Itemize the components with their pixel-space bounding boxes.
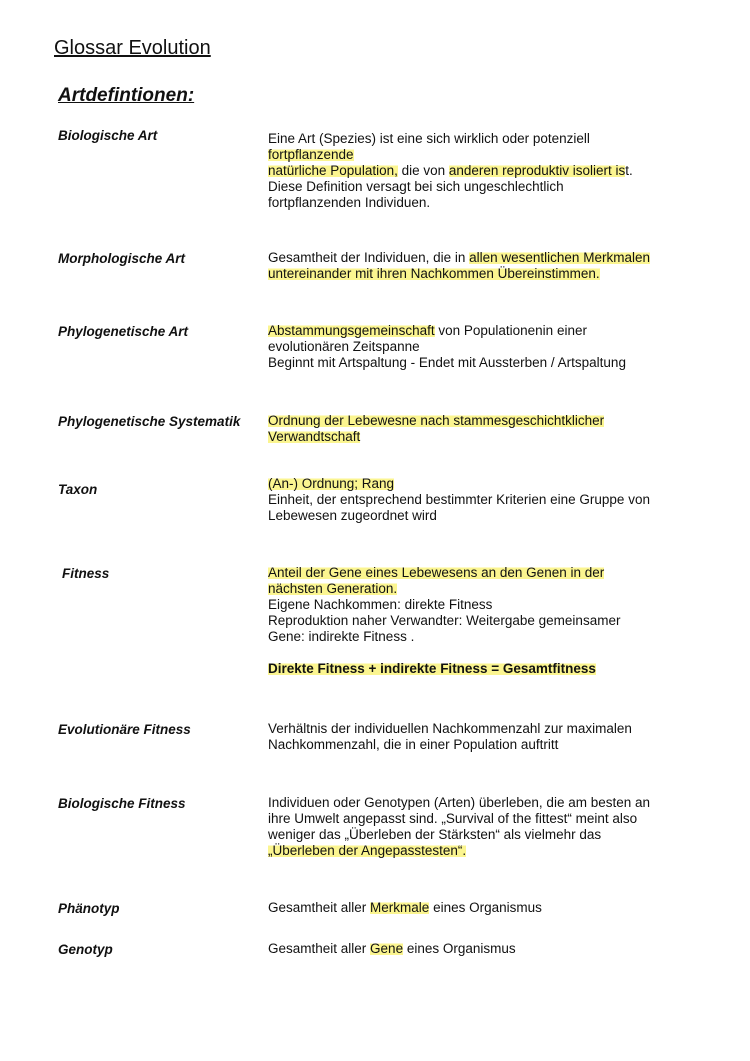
definition-text: die von (397, 163, 449, 178)
highlight: allen wesentlichen Merkmalen (469, 250, 650, 265)
definition-line: Gene: indirekte Fitness . (268, 629, 415, 644)
definition-line: weniger das „Überleben der Stärksten“ als vielmehr das (268, 827, 602, 842)
definition-phaenotyp (268, 900, 688, 916)
definition-text: von Populationenin einer (434, 323, 587, 338)
definition-fitness (268, 565, 688, 677)
definition-line: Individuen oder Genotypen (Arten) überleben, die am besten an (268, 795, 651, 810)
highlight: fortpflanzende (268, 147, 354, 162)
definition-line: Diese Definition versagt bei sich ungeschlechtlich (268, 179, 564, 194)
term-phaenotyp: Phänotyp (58, 901, 120, 916)
definition-line: Eigene Nachkommen: direkte Fitness (268, 597, 493, 612)
definition-text: eines Organismus (403, 941, 516, 956)
highlight: anderen reproduktiv isoliert is (448, 163, 626, 178)
definition-line (268, 147, 688, 163)
highlight: natürliche Population, (268, 163, 398, 178)
definition-text: Gesamtheit aller (268, 900, 371, 915)
definition-text: Gesamtheit der Individuen, die in (268, 250, 470, 265)
definition-line: Eine Art (Spezies) ist eine sich wirklich oder potenziell (268, 131, 590, 146)
term-morphologische-art: Morphologische Art (58, 251, 185, 266)
definition-morphologische-art (268, 250, 688, 282)
definition-line: Verhältnis der individuellen Nachkommenzahl zur maximalen (268, 721, 632, 736)
definition-line: fortpflanzenden Individuen. (268, 195, 431, 210)
term-biologische-fitness: Biologische Fitness (58, 796, 186, 811)
definition-line: Reproduktion naher Verwandter: Weitergabe gemeinsamer (268, 613, 621, 628)
definition-line (268, 476, 688, 492)
definition-line (268, 581, 688, 597)
definition-line: Lebewesen zugeordnet wird (268, 508, 437, 523)
term-phylogenetische-art: Phylogenetische Art (58, 324, 189, 339)
highlight: Ordnung der Lebewesne nach stammesgeschichtklicher (268, 413, 605, 428)
definition-taxon (268, 476, 688, 524)
section-heading: Artdefintionen: (58, 85, 195, 106)
definition-line (268, 413, 688, 429)
highlight: (An-) Ordnung; Rang (268, 476, 395, 491)
term-taxon: Taxon (58, 482, 98, 497)
definition-line (268, 941, 688, 957)
definition-line: evolutionären Zeitspanne (268, 339, 420, 354)
highlight: Verwandtschaft (268, 429, 361, 444)
definition-biologische-art (268, 131, 688, 211)
definition-line (268, 900, 688, 916)
definition-line (268, 843, 688, 859)
term-fitness: Fitness (62, 566, 110, 581)
definition-line (268, 266, 688, 282)
highlight: nächsten Generation. (268, 581, 398, 596)
definition-phylogenetische-art (268, 323, 688, 371)
definition-text: eines Organismus (429, 900, 542, 915)
definition-line (268, 429, 688, 445)
definition-line: Einheit, der entsprechend bestimmter Kriterien eine Gruppe von (268, 492, 650, 507)
page-title: Glossar Evolution (54, 37, 211, 59)
definition-line: ihre Umwelt angepasst sind. „Survival of the fittest“ meint also (268, 811, 638, 826)
highlight: Gene (370, 941, 404, 956)
definition-genotyp (268, 941, 688, 957)
definition-line (268, 323, 688, 339)
definition-text: Gesamtheit aller (268, 941, 371, 956)
term-evolutionaere-fitness: Evolutionäre Fitness (58, 722, 191, 737)
definition-line (268, 250, 688, 266)
definition-line: Nachkommenzahl, die in einer Population auftritt (268, 737, 559, 752)
highlight: „Überleben der Angepasstesten“. (268, 843, 467, 858)
term-phylogenetische-systematik: Phylogenetische Systematik (58, 414, 241, 429)
term-genotyp: Genotyp (58, 942, 113, 957)
highlight: untereinander mit ihren Nachkommen Übereinstimmen. (268, 266, 600, 281)
definition-evolutionaere-fitness (268, 721, 688, 753)
definition-text: t. (625, 163, 633, 178)
term-biologische-art: Biologische Art (58, 128, 158, 143)
definition-phylogenetische-systematik (268, 413, 688, 445)
definition-line (268, 661, 688, 677)
fitness-formula: Direkte Fitness + indirekte Fitness = Gesamtfitness (268, 661, 596, 676)
definition-line (268, 163, 688, 179)
highlight: Abstammungsgemeinschaft (268, 323, 435, 338)
highlight: Merkmale (370, 900, 430, 915)
definition-line (268, 565, 688, 581)
definition-line: Beginnt mit Artspaltung - Endet mit Aussterben / Artspaltung (268, 355, 626, 370)
highlight: Anteil der Gene eines Lebewesens an den Genen in der (268, 565, 605, 580)
definition-biologische-fitness (268, 795, 688, 859)
